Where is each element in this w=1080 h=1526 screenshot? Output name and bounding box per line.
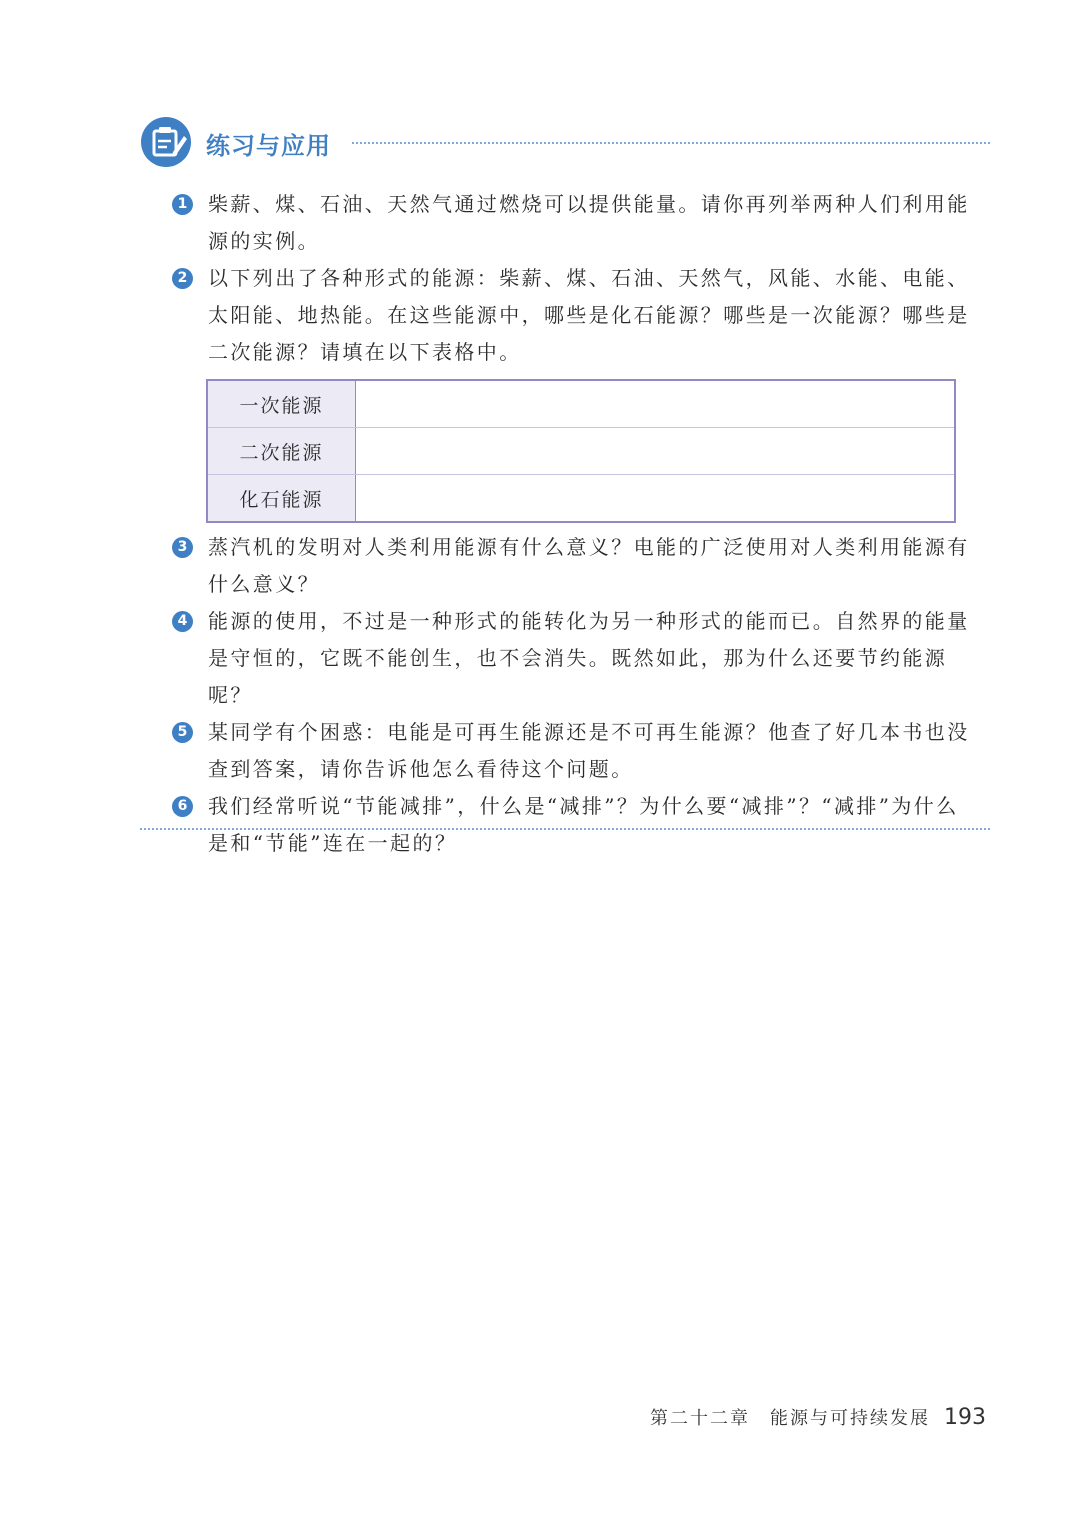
question-number: 6	[172, 796, 193, 817]
table-row	[207, 475, 955, 523]
question-list	[170, 186, 970, 862]
question-item	[170, 788, 970, 862]
section-header	[140, 116, 990, 172]
question-text: 蒸汽机的发明对人类利用能源有什么意义？电能的广泛使用对人类利用能源有什么意义？	[208, 535, 970, 596]
table-row	[207, 428, 955, 475]
question-item	[170, 186, 970, 260]
question-text: 以下列出了各种形式的能源：柴薪、煤、石油、天然气，风能、水能、电能、太阳能、地热能。在这些能源中，哪些是化石能源？哪些是一次能源？哪些是二次能源？请填在以下表格中。	[208, 266, 970, 364]
table-row-label: 二次能源	[207, 428, 356, 475]
table-answer-cell	[356, 475, 956, 523]
question-text: 柴薪、煤、石油、天然气通过燃烧可以提供能量。请你再列举两种人们利用能源的实例。	[208, 192, 970, 253]
question-item	[170, 260, 970, 371]
question-item	[170, 529, 970, 603]
section-end-divider	[140, 828, 990, 830]
table-row	[207, 380, 955, 428]
table-answer-cell	[356, 380, 956, 428]
question-text: 我们经常听说“节能减排”，什么是“减排”？为什么要“减排”？“减排”为什么是和“节能”连在一起的？	[208, 794, 959, 855]
section-title: 练习与应用	[206, 132, 331, 160]
question-item	[170, 603, 970, 714]
page-footer	[650, 1404, 986, 1430]
question-text: 某同学有个困惑：电能是可再生能源还是不可再生能源？他查了好几本书也没查到答案，请你告诉他怎么看待这个问题。	[208, 720, 970, 781]
question-number: 2	[172, 268, 193, 289]
question-text: 能源的使用，不过是一种形式的能转化为另一种形式的能而已。自然界的能量是守恒的，它既不能创生，也不会消失。既然如此，那为什么还要节约能源呢？	[208, 609, 970, 707]
header-divider	[352, 142, 990, 144]
table-row-label: 一次能源	[207, 380, 356, 428]
energy-table	[206, 379, 956, 523]
table-row-label: 化石能源	[207, 475, 356, 523]
question-number: 4	[172, 611, 193, 632]
question-item	[170, 714, 970, 788]
clipboard-pencil-icon	[140, 116, 192, 168]
question-number: 5	[172, 722, 193, 743]
chapter-title: 第二十二章 能源与可持续发展	[650, 1408, 930, 1429]
question-number: 3	[172, 537, 193, 558]
question-number: 1	[172, 194, 193, 215]
table-answer-cell	[356, 428, 956, 475]
page-number: 193	[944, 1405, 986, 1430]
